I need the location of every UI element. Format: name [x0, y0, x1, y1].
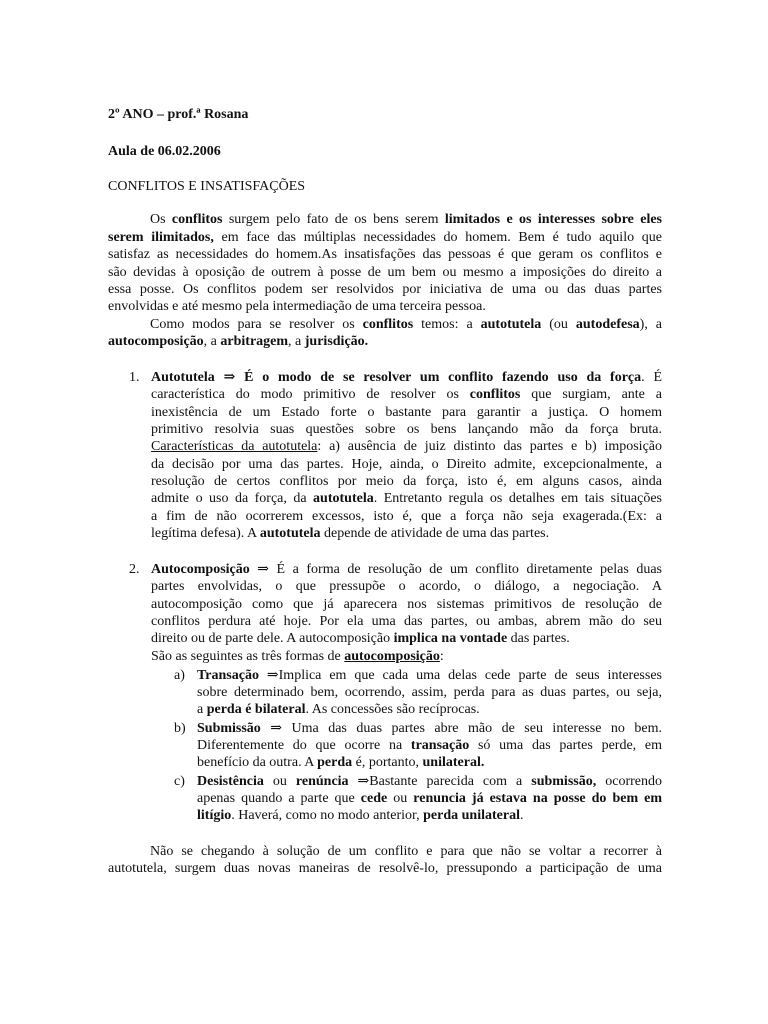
- sublist-item-line: Transação ⇒Implica em que cada uma delas cede parte de seus interesses: [197, 668, 662, 683]
- sublist-item-line: sobre determinado bem, ocorrendo, assim, perda para as duas partes, ou seja,: [197, 685, 662, 700]
- list-item-line: Autotutela ⇒ É o modo de se resolver um conflito fazendo uso da força. É: [151, 370, 662, 385]
- intro-paragraph-line: Os conflitos surgem pelo fato de os bens serem limitados e os interesses sobre eles: [150, 212, 662, 227]
- sublist-letter: a): [174, 668, 185, 683]
- sublist-item-line: litígio. Haverá, como no modo anterior, perda unilateral.: [197, 808, 524, 823]
- list-item-line: característica do modo primitivo de resolver os conflitos que surgiam, ante a: [151, 387, 662, 402]
- list-item-line: Características da autotutela: a) ausência de juiz distinto das partes e b) imposição: [151, 439, 662, 454]
- intro-paragraph-line: envolvidas e até mesmo pela intermediação de uma terceira pessoa.: [108, 299, 486, 314]
- list-number: 1.: [129, 370, 140, 385]
- list-item-line: resolução de certos conflitos por meio da força, isto é, em alguns casos, ainda: [151, 474, 662, 489]
- intro-paragraph-line: satisfaz as necessidades do homem.As insatisfações das pessoas é que geram os conflitos e: [108, 247, 662, 262]
- sublist-item-line: Diferentemente do que ocorre na transação só uma das partes perde, em: [197, 738, 662, 753]
- intro-paragraph-line: serem ilimitados, em face das múltiplas necessidades do homem. Bem é tudo aquilo que: [108, 230, 662, 245]
- intro-paragraph-line: Como modos para se resolver os conflitos temos: a autotutela (ou autodefesa), a: [150, 317, 663, 332]
- sublist-item-line: a perda é bilateral. As concessões são recíprocas.: [197, 702, 480, 717]
- sublist-item-line: apenas quando a parte que cede ou renuncia já estava na posse do bem em: [197, 791, 662, 806]
- sublist-letter: b): [174, 721, 186, 736]
- closing-paragraph-line: autotutela, surgem duas novas maneiras de resolvê-lo, pressupondo a participação de uma: [108, 861, 662, 876]
- list-item-line: direito ou de parte dele. A autocomposição implica na vontade das partes.: [151, 631, 570, 646]
- list-item-line: legítima defesa). A autotutela depende de atividade de uma das partes.: [151, 526, 550, 541]
- sublist-letter: c): [174, 774, 185, 789]
- date-line: Aula de 06.02.2006: [108, 144, 221, 159]
- closing-paragraph-line: Não se chegando à solução de um conflito e para que não se voltar a recorrer à: [150, 844, 662, 859]
- sublist-item-line: Desistência ou renúncia ⇒Bastante parecida com a submissão, ocorrendo: [197, 774, 662, 789]
- list-number: 2.: [129, 562, 140, 577]
- class-line: 2º ANO – prof.ª Rosana: [108, 107, 249, 122]
- list-item-line: primitivo resolvia suas questões sobre os bens lançando mão da força bruta.: [151, 422, 662, 437]
- sublist-item-line: Submissão ⇒ Uma das duas partes abre mão de seu interesse no bem.: [197, 721, 662, 736]
- list-item-line: Autocomposição ⇒ É a forma de resolução de um conflito diretamente pelas duas: [151, 562, 662, 577]
- list-item-line: partes envolvidas, o que pressupõe o acordo, o diálogo, a negociação. A: [151, 579, 662, 594]
- list-item-line: da decisão por uma das partes. Hoje, ainda, o Direito admite, excepcionalmente, a: [151, 457, 662, 472]
- list-item-line: conflitos perdura até hoje. Por ela uma das partes, ou ambas, abrem mão do seu: [151, 614, 662, 629]
- list-item-line: inexistência de um Estado forte o bastante para garantir a justiça. O homem: [151, 405, 662, 420]
- list-item-line: São as seguintes as três formas de autocomposição:: [151, 649, 444, 664]
- list-item-line: admite o uso da força, da autotutela. Entretanto regula os detalhes em tais situações: [151, 491, 662, 506]
- intro-paragraph-line: autocomposição, a arbitragem, a jurisdição.: [108, 334, 369, 349]
- intro-paragraph-line: são devidas à oposição de outrem à posse de um bem ou mesmo a imposições do direito a: [108, 265, 662, 280]
- list-item-line: autocomposição como que já aparecera nos sistemas primitivos de resolução de: [151, 597, 662, 612]
- intro-paragraph-line: essa posse. Os conflitos podem ser resolvidos por iniciativa de uma ou das duas partes: [108, 282, 662, 297]
- document-title: CONFLITOS E INSATISFAÇÕES: [108, 179, 306, 194]
- sublist-item-line: benefício da outra. A perda é, portanto, unilateral.: [197, 755, 485, 770]
- list-item-line: a fim de não ocorrerem excessos, isto é, que a força não seja exagerada.(Ex: a: [151, 509, 662, 524]
